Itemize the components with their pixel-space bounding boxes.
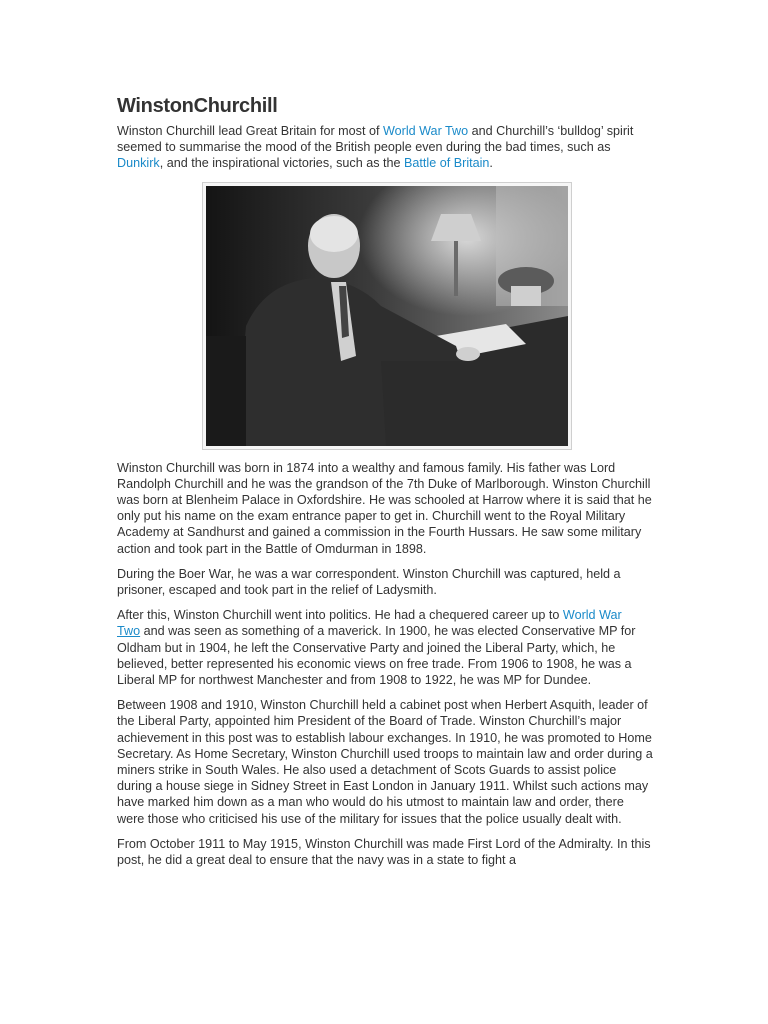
intro-paragraph bbox=[117, 123, 653, 172]
paragraph-early-life: Winston Churchill was born in 1874 into a wealthy and famous family. His father was Lord Randolph Churchill and he was the grandson of the 7th Duke of Marlborough. Winston Churchill was born at Blenheim Palace in Oxfordshire. He was schooled at Harrow where it is said that he only put his name on the exam entrance paper to get in. Churchill went to the Royal Military Academy at Sandhurst and gained a commission in the Fourth Hussars. He saw some military action and took part in the Battle of Omdurman in 1898. bbox=[117, 460, 652, 556]
paragraph-boer-war: During the Boer War, he was a war correspondent. Winston Churchill was captured, held a prisoner, escaped and took part in the relief of Ladysmith. bbox=[117, 566, 621, 598]
intro-text-1: Winston Churchill lead Great Britain for most of bbox=[117, 124, 383, 138]
politics-text-1: After this, Winston Churchill went into politics. He had a chequered career up to bbox=[117, 608, 563, 623]
page-title: WinstonChurchill bbox=[117, 95, 278, 117]
politics-text-2: and was seen as something of a maverick. In 1900, he was elected Conservative MP for Oldham but in 1904, he left the Conservative Party and joined the Liberal Party, which, he believed, better represented his economic views on free trade. From 1906 to 1908, he was a Liberal MP for northwest Manchester and from 1908 to 1922, he was MP for Dundee. bbox=[117, 624, 636, 688]
link-two[interactable]: Two bbox=[117, 624, 141, 639]
link-world-war-two[interactable]: World War Two bbox=[382, 124, 469, 138]
paragraph-politics bbox=[117, 607, 653, 688]
intro-text-4: . bbox=[489, 156, 493, 171]
link-world-war[interactable]: World War bbox=[562, 608, 622, 623]
intro-text-3: , and the inspirational victories, such as the bbox=[159, 156, 405, 171]
churchill-photo bbox=[202, 182, 572, 450]
photo-image bbox=[206, 186, 568, 446]
intro-text-2: and Churchill’s ‘bulldog’ spirit seemed to summarise the mood of the British people even during the bad times, such as bbox=[117, 124, 634, 155]
article bbox=[117, 95, 653, 877]
paragraph-cabinet: Between 1908 and 1910, Winston Churchill held a cabinet post when Herbert Asquith, leader of the Liberal Party, appointed him President of the Board of Trade. Winston Churchill’s major achievement in this post was to establish labour exchanges. In 1910, he was promoted to Home Secretary. As Home Secretary, Winston Churchill used troops to maintain law and order during a miners strike in South Wales. He also used a detachment of Scots Guards to assist police during a house siege in Sidney Street in East London in January 1911. Whilst such actions may have marked him down as a man who would do his utmost to maintain law and order, there were those who criticised his use of the military for issues that the police usually dealt with. bbox=[117, 698, 653, 826]
link-battle-of-britain[interactable]: Battle of Britain bbox=[404, 156, 490, 171]
link-dunkirk[interactable]: Dunkirk bbox=[117, 156, 160, 171]
paragraph-admiralty: From October 1911 to May 1915, Winston Churchill was made First Lord of the Admiralty. In this post, he did a great deal to ensure that the navy was in a state to fight a bbox=[117, 836, 651, 868]
